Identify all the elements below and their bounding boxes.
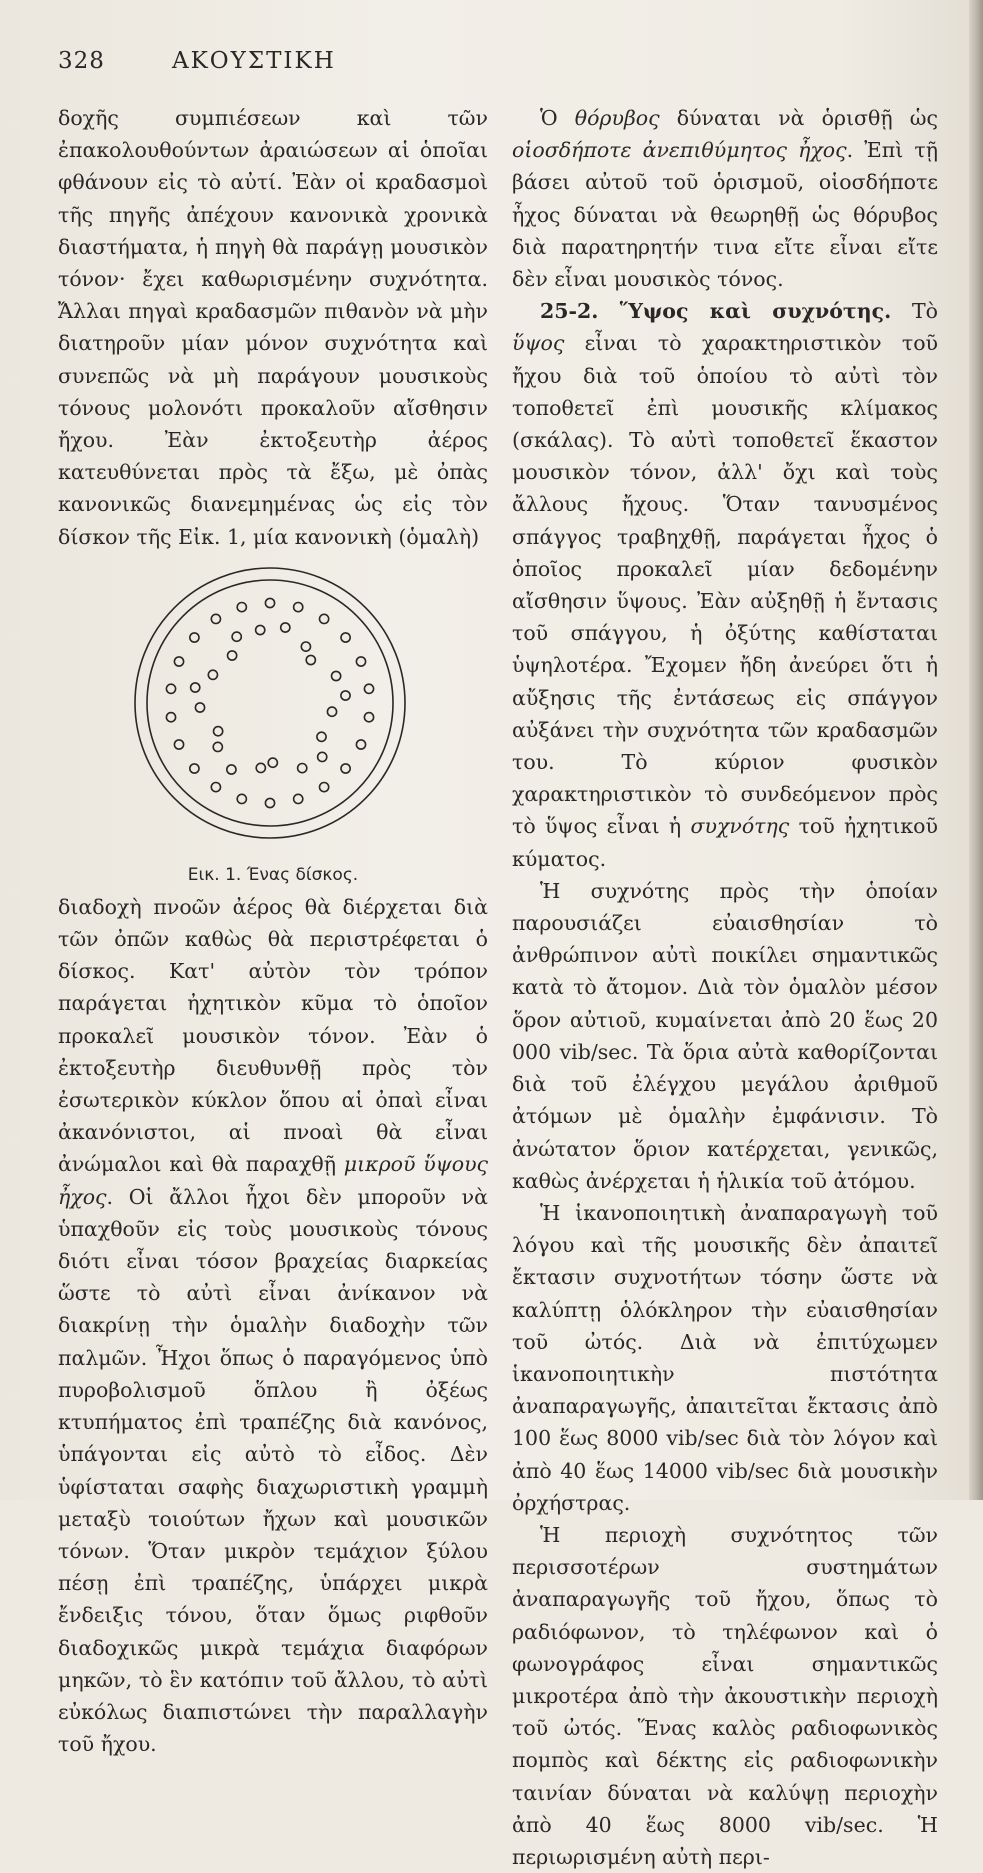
inner-hole xyxy=(306,655,315,664)
inner-hole xyxy=(281,623,290,632)
disk-illustration xyxy=(58,561,488,851)
disk-inner-rim xyxy=(147,580,393,826)
inner-hole xyxy=(298,763,307,772)
inner-hole xyxy=(301,642,310,651)
running-header xyxy=(58,48,498,82)
right-p2-text-a: Τὸ xyxy=(891,299,938,324)
outer-hole xyxy=(211,782,220,791)
right-paragraph-4: Ἡ ἱκανοποιητικὴ ἀναπαραγωγὴ τοῦ λόγου καὶ τῆς μουσικῆς δὲν ἀπαιτεῖ ἔκτασιν συχνοτήτων τόσην ὥστε νὰ καλύπτῃ ὁλόκληρον τὴν εὐαισθησίαν τοῦ ὠτός. Διὰ νὰ ἐπιτύχωμεν ἱκανοποιητικὴν πιστότητα ἀναπαραγωγῆς, ἀπαιτεῖται ἔκτασις ἀπὸ 100 ἕως 8000 vib/sec διὰ τὸν λόγον καὶ ἀπὸ 40 ἕως 14000 vib/sec διὰ μουσικὴν ὀρχήστρας. xyxy=(512,1200,938,1515)
inner-hole xyxy=(228,651,237,660)
right-p1-text-a: Ὁ xyxy=(540,106,575,130)
left-p2-text-a: διαδοχὴ πνοῶν ἀέρος θὰ διέρχεται διὰ τῶν ὀπῶν καθὼς θὰ περιστρέφεται ὁ δίσκος. Κατ' αὐτὸν τὸν τρόπον παράγεται ἠχητικὸν κῦμα τὸ ὁποῖον προκαλεῖ μουσικὸν τόνον. Ἐὰν ὁ ἐκτοξευτὴρ διευθυνθῇ πρὸς τὸν ἐσωτερικὸν κύκλον ὅπου αἱ ὀπαὶ εἶναι ἀκανόνιστοι, αἱ πνοαὶ θὰ εἶναι ἀνώμαλοι καὶ θὰ παραχθῇ xyxy=(58,894,488,1177)
outer-hole xyxy=(174,740,183,749)
right-p1-text-b: δύναται νὰ ὁρισθῇ ὡς xyxy=(659,106,939,130)
outer-hole xyxy=(356,657,365,666)
left-paragraph-2 xyxy=(58,891,488,1760)
right-paragraph-2 xyxy=(512,295,938,875)
right-p2-text-c: τοῦ ἠχητικοῦ κύματος. xyxy=(512,814,938,871)
right-p1-italic: θόρυβος xyxy=(574,106,660,130)
right-paragraph-3: Ἡ συχνότης πρὸς τὴν ὁποίαν παρουσιάζει εὐαισθησίαν τὸ ἀνθρώπινον αὐτὶ ποικίλει σημαντικῶς κατὰ τὸ ἄτομον. Διὰ τὸν ὁμαλὸν μέσον ὅρον αὐτιοῦ, κυμαίνεται ἀπὸ 20 ἕως 20 000 vib/sec. Τὰ ὅρια αὐτὰ καθορίζονται διὰ τοῦ ἐλέγχου μεγάλου ἀριθμοῦ ἀτόμων μὲ ὁμαλὴν ἐμφάνισιν. Τὸ ἀνώτατον ὅριον κατέρχεται, γενικῶς, καθὼς ἀνέρχεται ἡ ἡλικία τοῦ ἀτόμου. xyxy=(512,878,938,1193)
disk-outer-rim xyxy=(135,568,405,838)
outer-hole xyxy=(237,794,246,803)
outer-hole xyxy=(341,764,350,773)
outer-hole xyxy=(320,782,329,791)
inner-hole xyxy=(268,758,277,767)
outer-hole xyxy=(364,684,373,693)
right-paragraph-5: Ἡ περιοχὴ συχνότητος τῶν περισσοτέρων συστημάτων ἀναπαραγωγῆς τοῦ ἤχου, ὅπως τὸ ραδιόφωνον, τὸ τηλέφωνον καὶ ὁ φωνογράφος εἶναι σημαντικῶς μικροτέρα ἀπὸ τὴν ἀκουστικὴν περιοχὴ τοῦ ὠτός. Ἕνας καλὸς ραδιοφωνικὸς πομπὸς καὶ δέκτης εἰς ραδιοφωνικὴν ταινίαν δύναται νὰ καλύψῃ περιοχὴν ἀπὸ 40 ἕως 8000 vib/sec. Ἡ περιωρισμένη αὐτὴ περι- xyxy=(512,1522,938,1869)
right-p1-text-c: . Ἐπὶ τῇ βάσει αὐτοῦ τοῦ ὁρισμοῦ, οἱοσδήποτε ἦχος δύναται νὰ θεωρηθῇ ὡς θόρυβος διὰ παρατηρητήν τινα εἴτε εἶναι εἴτε δὲν εἶναι μουσικὸς τόνος. xyxy=(512,138,938,292)
figure-caption: Εικ. 1. Ένας δίσκος. xyxy=(187,864,359,885)
outer-hole xyxy=(341,633,350,642)
page-number: 328 xyxy=(58,48,105,74)
figure-disk xyxy=(58,561,488,891)
outer-hole xyxy=(166,712,175,721)
outer-hole xyxy=(294,602,303,611)
inner-hole xyxy=(214,726,223,735)
outer-hole xyxy=(237,602,246,611)
inner-hole xyxy=(317,732,326,741)
inner-hole xyxy=(256,625,265,634)
right-column xyxy=(512,102,938,1873)
left-column xyxy=(58,102,488,1760)
outer-hole xyxy=(265,598,274,607)
page-edge xyxy=(969,0,983,1500)
right-p1-italic-2: οἱοσδήποτε ἀνεπιθύμητος ἦχος xyxy=(512,138,847,163)
right-p2-italic-2: συχνότης xyxy=(690,814,790,839)
inner-hole xyxy=(332,671,341,680)
outer-hole xyxy=(320,614,329,623)
left-p2-text-b: . Οἱ ἄλλοι ἦχοι δὲν μποροῦν νὰ ὑπαχθοῦν εἰς τοὺς μουσικοὺς τόνους διότι εἶναι τόσον βραχείας διαρκείας ὥστε τὸ αὐτὶ εἶναι ἀνίκανον νὰ διακρίνῃ τὴν ὁμαλὴν διαδοχὴν τῶν παλμῶν. Ἦχοι ὅπως ὁ παραγόμενος ὑπὸ πυροβολισμοῦ ὅπλου ἢ ὀξέως κτυπήματος ἐπὶ τραπέζης διὰ κανόνος, ὑπάγονται εἰς αὐτὸ τὸ εἶδος. Δὲν ὑφίσταται σαφὴς διαχωριστικὴ γραμμὴ μεταξὺ τοιούτων ἤχων καὶ μουσικῶν τόνων. Ὅταν μικρὸν τεμάχιον ξύλου πέσῃ ἐπὶ τραπέζης, ὑπάρχει μικρὰ ἔνδειξις τόνου, ὅταν ὅμως ριφθοῦν διαδοχικῶς μικρὰ τεμάχια διαφόρων μηκῶν, τὸ ἓν κατόπιν τοῦ ἄλλου, τὸ αὐτὶ εὐκόλως διαπιστώνει τὴν παραλλαγὴν τοῦ ἤχου. xyxy=(58,1184,488,1757)
inner-hole xyxy=(318,752,327,761)
outer-hole xyxy=(190,764,199,773)
inner-hole xyxy=(208,670,217,679)
outer-hole xyxy=(190,633,199,642)
right-paragraph-1 xyxy=(512,102,938,295)
inner-hole xyxy=(327,707,336,716)
running-title: ΑΚΟΥΣΤΙΚΗ xyxy=(172,48,336,74)
inner-hole xyxy=(232,632,241,641)
inner-hole xyxy=(213,742,222,751)
outer-hole xyxy=(294,794,303,803)
inner-hole xyxy=(341,691,350,700)
inner-hole xyxy=(195,703,204,712)
left-paragraph-1: δοχῆς συμπιέσεων καὶ τῶν ἐπακολουθούντων ἀραιώσεων αἱ ὁποῖαι φθάνουν εἰς τὸ αὐτί. Ἐὰν οἱ κραδασμοὶ τῆς πηγῆς ἀπέχουν κανονικὰ χρονικὰ διαστήματα, ἡ πηγὴ θὰ παράγῃ μουσικὸν τόνον· ἔχει καθωρισμένην συχνότητα. Ἄλλαι πηγαὶ κραδασμῶν πιθανὸν νὰ μὴν διατηροῦν μίαν μόνον συχνότητα καὶ συνεπῶς νὰ μὴ παράγουν μουσικοὺς τόνους μολονότι προκαλοῦν αἴσθησιν ἤχου. Ἐὰν ἐκτοξευτὴρ ἀέρος κατευθύνεται πρὸς τὰ ἔξω, μὲ ὀπὰς κανονικῶς διανεμημένας ὡς εἰς τὸν δίσκον τῆς Εἰκ. 1, μία κανονικὴ (ὁμαλὴ) xyxy=(58,106,488,549)
outer-hole xyxy=(265,798,274,807)
outer-hole xyxy=(356,740,365,749)
left-p2-italic: μικροῦ ὕψους ἦχος xyxy=(58,1152,489,1209)
inner-hole xyxy=(191,683,200,692)
inner-hole xyxy=(256,763,265,772)
outer-hole xyxy=(174,657,183,666)
inner-hole-ring xyxy=(191,623,351,774)
section-heading: 25-2. Ὕψος καὶ συχνότης. xyxy=(540,299,892,324)
inner-hole xyxy=(227,765,236,774)
right-p2-italic: ὕψος xyxy=(512,331,565,356)
right-p2-text-b: εἶναι τὸ χαρακτηριστικὸν τοῦ ἤχου διὰ τοῦ ὁποίου τὸ αὐτὶ τὸν τοποθετεῖ ἐπὶ μουσικῆς κλίμακος (σκάλας). Τὸ αὐτὶ τοποθετεῖ ἕκαστον μουσικὸν τόνον, ἀλλ' ὄχι καὶ τοὺς ἄλλους ἤχους. Ὅταν τανυσμένος σπάγγος τραβηχθῇ, παράγεται ἦχος ὁ ὁποῖος προκαλεῖ μίαν δεδομένην αἴσθησιν ὕψους. Ἐὰν αὐξηθῇ ἡ ἔντασις τοῦ σπάγγου, ἡ ὀξύτης καθίσταται ὑψηλοτέρα. Ἔχομεν ἤδη ἀνεύρει ὅτι ἡ αὔξησις τῆς ἐντάσεως εἰς σπάγγον αὐξάνει τὴν συχνότητα τῶν κραδασμῶν του. Τὸ κύριον φυσικὸν χαρακτηριστικὸν τὸ συνδεόμενον πρὸς τὸ ὕψος εἶναι ἡ xyxy=(512,331,938,839)
outer-hole xyxy=(211,614,220,623)
outer-hole xyxy=(364,712,373,721)
outer-hole xyxy=(166,684,175,693)
